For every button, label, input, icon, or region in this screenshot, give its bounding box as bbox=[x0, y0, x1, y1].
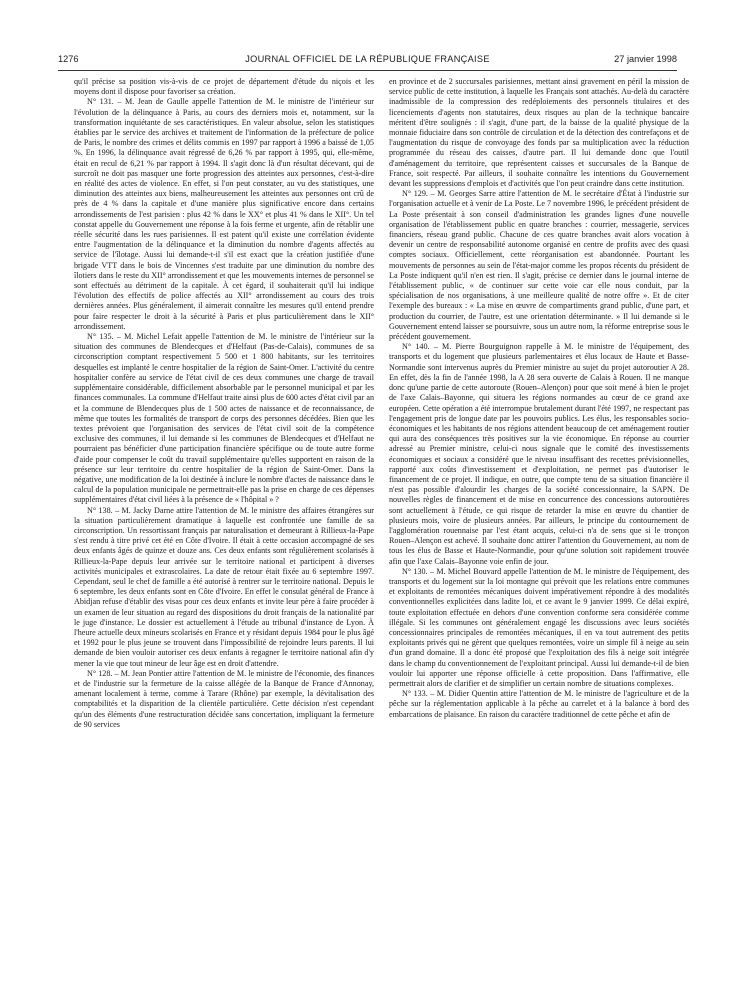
question-131: N° 131. – M. Jean de Gaulle appelle l'attention de M. le ministre de l'intérieur sur l'évolution de la délinquance à Paris, au cours des derniers mois et, notamment, sur la transformation inquiétante de ses caractéristiques. En valeur absolue, selon les statistiques établies par le service des archives et traitement de l'information de la préfecture de police de Paris, le nombre des crimes et délits commis en 1997 par rapport à 1996 a baissé de 1,05 %. En 1996, la délinquance avait régressé de 6,26 % par rapport à 1995, qui, elle-même, était en recul de 6,21 % par rapport à 1994. Il s'agit donc là d'un résultat décevant, qui de surcroît ne doit pas masquer une forte progression des atteintes aux personnes, c'est-à-dire en réalité des actes de violence. En effet, si l'on peut constater, au vu des statistiques, une diminution des atteintes aux biens, malheureusement les atteintes aux personnes ont crû de près de 4 % dans la capitale et d'une manière plus significative encore dans certains arrondissements de l'est parisien : plus 42 % dans le XX° et plus 41 % dans le XII°. Un tel constat appelle du Gouvernement une réponse à la fois ferme et urgente, afin de rétablir une réelle sécurité dans les rues parisiennes. Il est patent qu'il existe une corrélation évidente entre l'augmentation de la délinquance et la diminution du nombre d'agents affectés au service de l'îlotage. Aussi lui demande-t-il s'il est exact que la création justifiée d'une brigade VTT dans le bois de Vincennes s'est traduite par une diminution du nombre des îlotiers dans le reste du XII° arrondissement et que les mouvements internes de personnel se sont effectués au détriment de la capitale. À cet égard, il souhaiterait qu'il lui indique l'évolution des effectifs de police affectés au XII° arrondissement au cours des trois dernières années. Plus généralement, il aimerait connaître les mesures qu'il entend prendre pour faire respecter le droit à la sécurité à Paris et plus particulièrement dans le XII° arrondissement. bbox=[74, 97, 374, 331]
page-number: 1276 bbox=[58, 54, 79, 64]
question-135: N° 135. – M. Michel Lefait appelle l'attention de M. le ministre de l'intérieur sur la situation des communes de Blendecques et d'Helfaut (Pas-de-Calais), communes de sa circonscription comptant respectivement 5 500 et 1 800 habitants, sur les territoires desquelles est implanté le centre hospitalier de la région de Saint-Omer. L'activité du centre hospitalier confère au service de l'état civil de ces deux communes une charge de travail supplémentaire considérable, difficilement absorbable par le personnel municipal et par les finances communales. La commune d'Helfaut traite ainsi plus de 600 actes d'état civil par an et la commune de Blendecques plus de 1 500 actes de naissance et de reconnaissance, de même que toutes les formalités de transport de corps des personnes décédées. Bien que les textes prévoient que l'organisation des services de l'état civil soit de la compétence exclusive des communes, il lui demande si les communes de Blendecques et d'Helfaut ne pourraient pas bénéficier d'une participation financière spécifique ou de toute autre forme d'aide pour compenser le coût du travail supplémentaire qu'elles supportent en raison de la présence sur leur territoire du centre hospitalier de la région de Saint-Omer. Dans la négative, une modification de la loi destinée à inclure le nombre d'actes de naissance dans le calcul de la population municipale ne permettrait-elle pas la prise en charge de ces dépenses supplémentaires d'état civil liées à la présence de « l'hôpital » ? bbox=[74, 332, 374, 505]
question-133: N° 133. – M. Didier Quentin attire l'attention de M. le ministre de l'agriculture et de la pêche sur la réglementation applicable à la pêche au carrelet et à la balance à bord des embarcations de plaisance. En raison du caractère traditionnel de cette pêche et afin de bbox=[389, 689, 689, 719]
question-140: N° 140. – M. Pierre Bourguignon rappelle à M. le ministre de l'équipement, des transports et du logement que plusieurs parlementaires et élus locaux de Haute et Basse-Normandie sont intervenus auprès du Premier ministre au sujet du projet autoroutier A 28. En effet, dès la fin de l'année 1998, la A 28 sera ouverte de Calais à Rouen. Il ne manque donc qu'une partie de cette autoroute (Rouen–Alençon) pour que soit mené à bien le projet de l'axe Calais–Bayonne, qui situera les régions normandes au cœur de ce grand axe européen. Cette opération a été interrompue brutalement durant l'été 1997, ne respectant pas l'engagement pris de longue date par les pouvoirs publics. Les élus, les responsables socio-économiques et les habitants de nos régions attendent beaucoup de cet aménagement routier qui aura des conséquences très positives sur la vie économique. En réponse au courrier adressé au Premier ministre, celui-ci nous signale que le comité des investissements économiques et sociaux a considéré que le niveau insuffisant des recettes prévisionnelles, rapporté aux coûts d'investissement et d'exploitation, ne permet pas d'autoriser le financement de ce projet. Il indique, en outre, que compte tenu de sa situation financière il n'est pas possible d'alourdir les charges de la société concessionnaire, la SAPN. De nouvelles règles de financement et de mise en concurrence des concessions autoroutières sont actuellement à l'étude, ce qui risque de retarder la mise en œuvre du chantier de plusieurs mois, voire de plusieurs années. Par ailleurs, le principe du contournement de l'agglomération rouennaise par l'est étant acquis, celui-ci n'a de sens que si le tronçon Rouen–Alençon est achevé. Il souhaite donc attirer l'attention du Gouvernement, au nom de tous les élus de Basse et Haute-Normandie, pour qu'une solution soit rapidement trouvée afin que l'axe Calais–Bayonne voie enfin de jour. bbox=[389, 342, 689, 566]
right-column bbox=[389, 77, 689, 977]
paragraph-continued: qu'il précise sa position vis-à-vis de ce projet de département d'étude du niçois et les moyens dont il dispose pour favoriser sa création. bbox=[74, 77, 374, 97]
question-129: N° 129. – M. Georges Sarre attire l'attention de M. le secrétaire d'État à l'industrie sur l'organisation actuelle et à venir de La Poste. Le 7 novembre 1996, le précédent président de La Poste présentait à son conseil d'administration les grandes lignes d'une nouvelle organisation de l'établissement public en quatre branches : courrier, messagerie, services financiers, réseau grand public. Chacune de ces quatre branches avait alors vocation à devenir un centre de responsabilité autonome organisé en centre de profits avec des quasi comptes sociaux. Officiellement, cette réorganisation est abandonnée. Pourtant les mouvements de personnes au sein de l'état-major comme les propos récents du président de La Poste indiquent qu'il n'en est rien. Il s'agit, précise ce dernier dans le journal interne de l'établissement public, « de continuer sur cette voie car elle nous conduit, par la spécialisation de nos organisations, à une meilleure qualité de notre offre ». Et de citer l'exemple des bureaux : « La mise en œuvre de compartiments grand public, d'une part, et production du courrier, de l'autre, est une orientation déterminante. » Il lui demande si le Gouvernement entend laisser se poursuivre, sous un autre nom, la réforme entreprise sous le précédent gouvernement. bbox=[389, 189, 689, 342]
question-128: N° 128. – M. Jean Pontier attire l'attention de M. le ministre de l'économie, des finances et de l'industrie sur la fermeture de la caisse allégée de la Banque de France d'Annonay, amenant localement à terme, comme à Tarare (Rhône) par exemple, la dévitalisation des comptabilités et la disparition de la clientèle particulière. Cette décision n'est cependant qu'un des éléments d'une restructuration décidée sans concertation, impliquant la fermeture de 90 services bbox=[74, 668, 374, 729]
question-130: N° 130. – M. Michel Bouvard appelle l'attention de M. le ministre de l'équipement, des transports et du logement sur la loi montagne qui prévoit que les relations entre communes et exploitants de remontées mécaniques doivent impérativement répondre à des modalités conventionnelles explicitées dans ladite loi, et ce avant le 9 janvier 1999. Ce délai expiré, toute exploitation effectuée en dehors d'une convention conforme sera considérée comme illégale. Si les communes ont généralement engagé les discussions avec leurs sociétés concessionnaires principales de remontées mécaniques, il en va tout autrement des petits exploitants privés qui ne gèrent que quelques remontées, voire un simple fil à neige au sein d'un grand domaine. Il a donc été proposé que l'exploitation des fils à neige soit intégrée dans le champ du conventionnement de l'exploitant principal. Aussi lui demande-t-il de bien vouloir lui apporter une réponse officielle à cette proposition. Dans l'affirmative, elle permettrait alors de clarifier et de simplifier un certain nombre de situations complexes. bbox=[389, 566, 689, 688]
issue-date: 27 janvier 1998 bbox=[614, 54, 677, 64]
page-header bbox=[58, 54, 677, 70]
journal-title: JOURNAL OFFICIEL DE LA RÉPUBLIQUE FRANÇAISE bbox=[245, 54, 490, 64]
header-rule bbox=[58, 70, 677, 71]
left-column bbox=[74, 77, 374, 977]
paragraph-continued: en province et de 2 succursales parisiennes, mettant ainsi gravement en péril la mission de service public de cette institution, à laquelle les Français sont attachés. Au-delà du caractère inadmissible de la compression des redéploiements des personnels titulaires et des licenciements d'agents non statutaires, deux risques au plan de la technique bancaire méritent d'être soulignés : il s'agit, d'une part, de la baisse de la qualité physique de la monnaie fiduciaire dans son contrôle de circulation et de la détection des contrefaçons et de l'augmentation du risque de convoyage des fonds par sa multiplication avec la réduction programmée du réseau des caisses, d'autre part. Il lui demande donc que l'outil d'aménagement du territoire, que représentent caisses et succursales de la Banque de France, soit respecté. Par ailleurs, il souhaite connaître les intentions du Gouvernement devant les suppressions d'emplois et d'activités que l'on peut craindre dans cette institution. bbox=[389, 77, 689, 189]
question-138: N° 138. – M. Jacky Darne attire l'attention de M. le ministre des affaires étrangères sur la situation particulièrement dramatique à laquelle est confrontée une famille de sa circonscription. Un ressortissant français par naturalisation et demeurant à Rillieux-la-Pape s'est rendu à titre privé cet été en Côte d'Ivoire. Il était à cette occasion accompagné de ses deux enfants âgés de quinze et douze ans. Ces deux enfants sont régulièrement scolarisés à Rillieux-la-Pape depuis leur arrivée sur le territoire national et participent à diverses activités municipales et extrascolaires. La date de retour était fixée au 6 septembre 1997. Cependant, seul le chef de famille a été autorisé à rentrer sur le territoire national. Depuis le 6 septembre, les deux enfants sont en Côte d'Ivoire. En effet le consulat général de France à Abidjan refuse d'établir des visas pour ces deux enfants et invite leur père à faire procéder à un examen de leur situation au regard des dispositions du droit français de la nationalité par le juge d'instance. Le dossier est actuellement à l'étude au tribunal d'instance de Lyon. À l'heure actuelle deux mineurs scolarisés en France et y résidant depuis 1984 pour le plus âgé et 1992 pour le plus jeune se trouvent dans l'impossibilité de rejoindre leurs parents. Il lui demande de bien vouloir autoriser ces deux enfants à regagner le territoire national afin d'y mener la vie que tout mineur de leur âge est en droit d'attendre. bbox=[74, 505, 374, 668]
